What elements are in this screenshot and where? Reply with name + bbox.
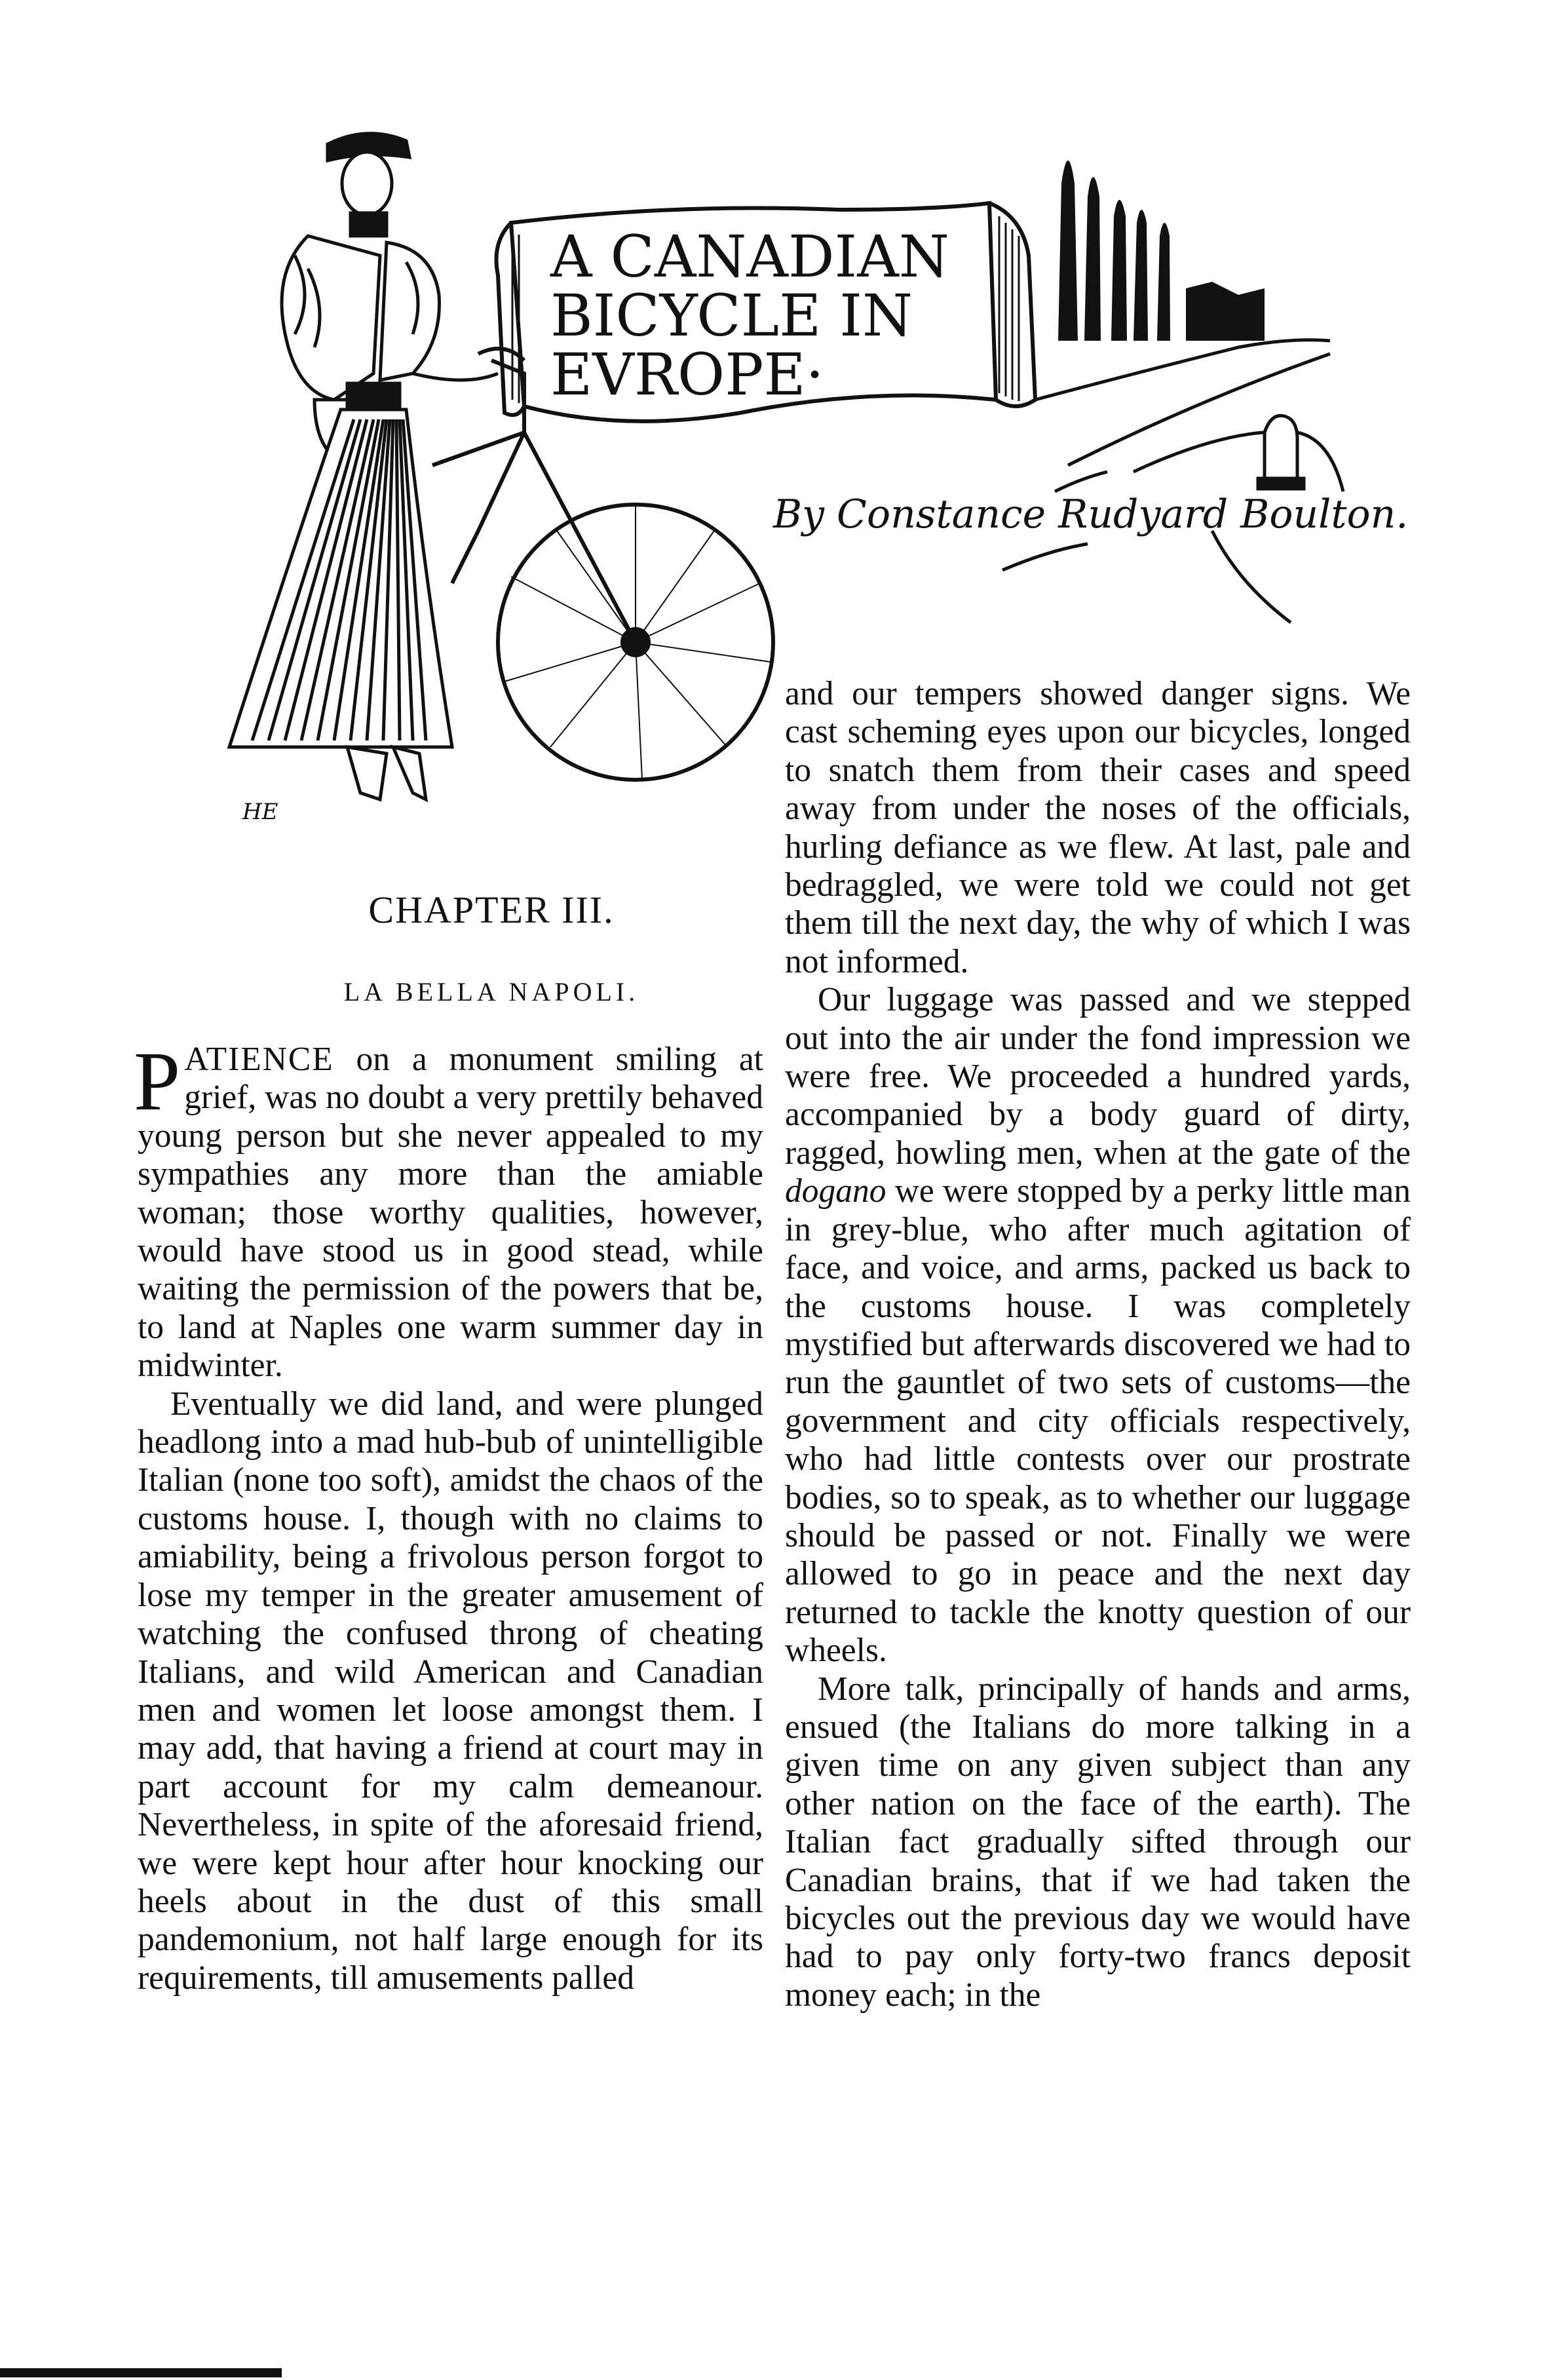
chapter-subtitle: LA BELLA NAPOLI.	[343, 977, 639, 1007]
left-paragraph-2: Eventually we did land, and were plunged headlong into a mad hub-bub of unintelligible Italian (none too soft), amidst the chaos of the customs house. I, though with no claims to amiability, being a frivolous person forgot to lose my temper in the greater amusement of watching the confused throng of cheating Italians, and wild American and Canadian men and women let loose amongst them. I may add, that having a friend at court may in part account for my calm demeanour. Nevertheless, in spite of the aforesaid friend, we were kept hour after hour knocking our heels about in the dust of this small pandemonium, not half large enough for its requirements, till amusements palled	[138, 1385, 763, 1997]
italic-word-dogano: dogano	[785, 1172, 886, 1210]
left-paragraph-1-text: on a monument smiling at grief, was no doubt a very prettily behaved young person but she never appealed to my sympathies any more than the amiable woman; those worthy qualities, however, would have stood us in good stead, while waiting the permission of the powers that be, to land at Naples one warm summer day in midwinter.	[138, 1041, 763, 1385]
milestone	[1258, 415, 1304, 489]
illustration-title	[550, 223, 949, 408]
opening-word: ATIENCE	[184, 1041, 334, 1078]
title-line-1: A CANADIAN	[550, 223, 949, 290]
page-edge-mark	[0, 2368, 282, 2377]
left-paragraph-1	[134, 1035, 763, 1385]
byline: By Constance Rudyard Boulton.	[773, 491, 1409, 537]
right-paragraph-2	[785, 981, 1411, 1670]
right-paragraph-3: More talk, principally of hands and arms, ensued (the Italians do more talking in a given time on any given subject than any other nation on the face of the earth). The Italian fact gradually sifted through our Canadian brains, that if we had taken the bicycles out the previous day we would have had to pay only forty-two francs deposit money each; in the	[785, 1670, 1411, 2014]
bicycle	[432, 349, 773, 780]
artist-monogram: HE	[242, 799, 278, 825]
right-paragraph-1: and our tempers showed danger signs. We cast scheming eyes upon our bicycles, longed to snatch them from their cases and speed away from under the noses of the officials, hurling defiance as we flew. At last, pale and bedraggled, we were told we could not get them till the next day, the why of which I was not informed.	[785, 675, 1411, 980]
right-column	[785, 675, 1411, 2014]
title-line-3: EVROPE·	[550, 341, 824, 408]
title-line-2: BICYCLE IN	[550, 282, 913, 349]
right-paragraph-2-end: we were stopped by a perky little man in grey-blue, who after much agitation of face, and voice, and arms, packed us back to the customs house. I was completely mystified but afterwards discovered we had to run the gauntlet of two sets of customs—the government and city officials respectively, who had little contests over our prostrate bodies, so to speak, as to whether our luggage should be passed or not. Finally we were allowed to go in peace and the next day returned to tackle the knotty question of our wheels.	[785, 1172, 1411, 1670]
chapter-title: CHAPTER III.	[368, 889, 615, 931]
left-column	[134, 1035, 763, 1997]
cypress-trees	[1058, 161, 1265, 341]
drop-cap: P	[134, 1035, 181, 1128]
woman-cyclist-figure	[229, 134, 498, 799]
right-paragraph-2-start: Our luggage was passed and we stepped out into the air under the fond impression we were free. We proceeded a hundred yards, accompanied by a body guard of dirty, ragged, howling men, when at the gate of the	[785, 981, 1411, 1172]
